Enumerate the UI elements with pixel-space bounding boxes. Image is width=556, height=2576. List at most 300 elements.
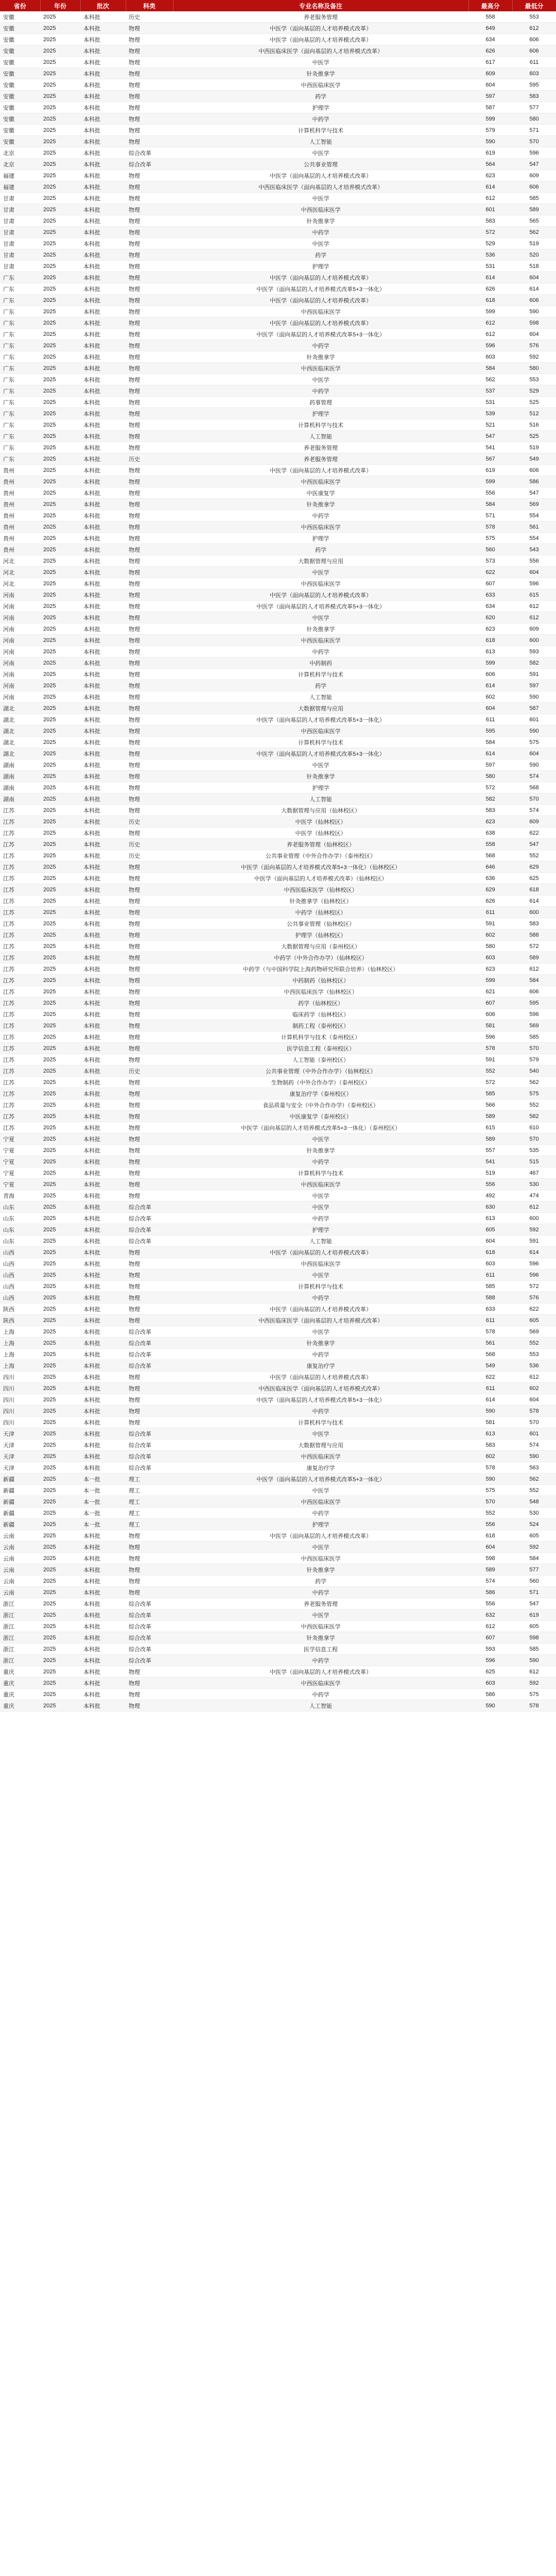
cell-major: 中医学（面向基层的人才培养模式改革5+3一体化）（泰州校区） <box>173 1122 468 1133</box>
cell-province: 江苏 <box>0 986 40 997</box>
cell-major: 中医学 <box>173 1541 468 1553</box>
cell-lowest-score: 596 <box>512 147 556 159</box>
table-row <box>0 11 556 23</box>
cell-major: 药学 <box>173 1575 468 1587</box>
cell-province: 云南 <box>0 1564 40 1575</box>
cell-batch: 本科批 <box>80 1111 126 1122</box>
cell-lowest-score: 589 <box>512 952 556 963</box>
cell-lowest-score: 540 <box>512 1065 556 1077</box>
cell-subject-type: 物理 <box>126 544 173 555</box>
cell-year: 2025 <box>40 374 80 385</box>
cell-batch: 本一批 <box>80 1485 126 1496</box>
cell-subject-type: 物理 <box>126 1133 173 1145</box>
table-row <box>0 1337 556 1349</box>
cell-province: 重庆 <box>0 1689 40 1700</box>
cell-highest-score: 591 <box>468 1054 512 1065</box>
cell-major: 中西医临床医学 <box>173 521 468 533</box>
cell-year: 2025 <box>40 57 80 68</box>
cell-batch: 本科批 <box>80 317 126 329</box>
cell-highest-score: 541 <box>468 442 512 453</box>
cell-subject-type: 物理 <box>126 975 173 986</box>
cell-lowest-score: 591 <box>512 669 556 680</box>
cell-subject-type: 物理 <box>126 125 173 136</box>
cell-highest-score: 593 <box>468 1643 512 1655</box>
cell-batch: 本科批 <box>80 385 126 397</box>
cell-lowest-score: 597 <box>512 680 556 691</box>
cell-province: 湖北 <box>0 748 40 759</box>
cell-subject-type: 历史 <box>126 816 173 827</box>
table-row <box>0 1360 556 1371</box>
cell-highest-score: 618 <box>468 1247 512 1258</box>
cell-subject-type: 物理 <box>126 1530 173 1541</box>
cell-major: 计算机科学与技术 <box>173 1417 468 1428</box>
cell-province: 浙江 <box>0 1598 40 1609</box>
cell-highest-score: 636 <box>468 873 512 884</box>
table-row <box>0 1564 556 1575</box>
cell-subject-type: 物理 <box>126 669 173 680</box>
table-row <box>0 669 556 680</box>
cell-batch: 本科批 <box>80 68 126 79</box>
cell-lowest-score: 562 <box>512 1473 556 1485</box>
cell-lowest-score: 547 <box>512 839 556 850</box>
cell-highest-score: 568 <box>468 1349 512 1360</box>
cell-year: 2025 <box>40 317 80 329</box>
cell-lowest-score: 598 <box>512 317 556 329</box>
table-row <box>0 1031 556 1043</box>
cell-major: 中医学（面向基层的人才培养模式改革5+3一体化） <box>173 714 468 725</box>
cell-subject-type: 综合改革 <box>126 159 173 170</box>
cell-year: 2025 <box>40 997 80 1009</box>
cell-batch: 本科批 <box>80 329 126 340</box>
cell-highest-score: 590 <box>468 136 512 147</box>
cell-year: 2025 <box>40 442 80 453</box>
cell-lowest-score: 576 <box>512 340 556 351</box>
table-row <box>0 68 556 79</box>
cell-subject-type: 物理 <box>126 374 173 385</box>
cell-subject-type: 物理 <box>126 57 173 68</box>
table-row <box>0 997 556 1009</box>
header-row <box>0 0 556 11</box>
cell-major: 中医学 <box>173 1190 468 1201</box>
cell-province: 四川 <box>0 1383 40 1394</box>
cell-lowest-score: 590 <box>512 759 556 771</box>
table-row <box>0 159 556 170</box>
cell-subject-type: 物理 <box>126 317 173 329</box>
cell-lowest-score: 547 <box>512 487 556 499</box>
cell-batch: 本科批 <box>80 283 126 295</box>
cell-batch: 本科批 <box>80 567 126 578</box>
table-row <box>0 601 556 612</box>
cell-batch: 本科批 <box>80 941 126 952</box>
cell-year: 2025 <box>40 986 80 997</box>
cell-batch: 本科批 <box>80 963 126 975</box>
cell-major: 人工智能 <box>173 1235 468 1247</box>
table-row <box>0 691 556 703</box>
cell-lowest-score: 605 <box>512 1315 556 1326</box>
cell-year: 2025 <box>40 1247 80 1258</box>
cell-highest-score: 599 <box>468 975 512 986</box>
cell-subject-type: 理工 <box>126 1496 173 1507</box>
cell-province: 甘肃 <box>0 215 40 227</box>
cell-lowest-score: 590 <box>512 1451 556 1462</box>
cell-province: 上海 <box>0 1326 40 1337</box>
cell-year: 2025 <box>40 1643 80 1655</box>
cell-major: 药事管理 <box>173 397 468 408</box>
cell-province: 四川 <box>0 1394 40 1405</box>
cell-lowest-score: 577 <box>512 102 556 113</box>
cell-lowest-score: 547 <box>512 1598 556 1609</box>
table-row <box>0 1530 556 1541</box>
cell-lowest-score: 519 <box>512 238 556 249</box>
cell-batch: 本科批 <box>80 771 126 782</box>
cell-year: 2025 <box>40 1462 80 1473</box>
cell-major: 人工智能 <box>173 793 468 805</box>
cell-highest-score: 589 <box>468 1111 512 1122</box>
cell-province: 贵州 <box>0 476 40 487</box>
cell-subject-type: 历史 <box>126 850 173 861</box>
cell-subject-type: 物理 <box>126 1145 173 1156</box>
cell-province: 甘肃 <box>0 261 40 272</box>
cell-lowest-score: 604 <box>512 272 556 283</box>
cell-subject-type: 物理 <box>126 703 173 714</box>
cell-year: 2025 <box>40 408 80 419</box>
cell-lowest-score: 570 <box>512 136 556 147</box>
cell-highest-score: 622 <box>468 567 512 578</box>
cell-batch: 本科批 <box>80 1541 126 1553</box>
cell-province: 陕西 <box>0 1303 40 1315</box>
cell-highest-score: 601 <box>468 204 512 215</box>
cell-subject-type: 理工 <box>126 1507 173 1519</box>
cell-batch: 本科批 <box>80 1394 126 1405</box>
cell-year: 2025 <box>40 1020 80 1031</box>
cell-lowest-score: 572 <box>512 1281 556 1292</box>
cell-highest-score: 578 <box>468 521 512 533</box>
cell-highest-score: 630 <box>468 1201 512 1213</box>
cell-major: 中医学 <box>173 57 468 68</box>
cell-highest-score: 492 <box>468 1190 512 1201</box>
cell-year: 2025 <box>40 895 80 907</box>
cell-lowest-score: 563 <box>512 1462 556 1473</box>
cell-highest-score: 575 <box>468 1485 512 1496</box>
cell-year: 2025 <box>40 1315 80 1326</box>
cell-subject-type: 物理 <box>126 1122 173 1133</box>
cell-province: 江苏 <box>0 963 40 975</box>
cell-province: 上海 <box>0 1360 40 1371</box>
table-row <box>0 1326 556 1337</box>
cell-province: 湖南 <box>0 759 40 771</box>
cell-province: 福建 <box>0 181 40 193</box>
cell-province: 广东 <box>0 329 40 340</box>
cell-province: 浙江 <box>0 1643 40 1655</box>
cell-subject-type: 物理 <box>126 1700 173 1711</box>
table-row <box>0 1043 556 1054</box>
cell-major: 中医学（面向基层的人才培养模式改革） <box>173 589 468 601</box>
cell-highest-score: 536 <box>468 249 512 261</box>
cell-year: 2025 <box>40 1349 80 1360</box>
cell-province: 山西 <box>0 1258 40 1269</box>
cell-year: 2025 <box>40 748 80 759</box>
table-row <box>0 578 556 589</box>
cell-highest-score: 529 <box>468 238 512 249</box>
cell-major: 中药学 <box>173 385 468 397</box>
cell-highest-score: 626 <box>468 283 512 295</box>
table-row <box>0 521 556 533</box>
cell-highest-score: 634 <box>468 34 512 45</box>
cell-batch: 本科批 <box>80 261 126 272</box>
cell-major: 中药学 <box>173 227 468 238</box>
table-row <box>0 57 556 68</box>
cell-lowest-score: 556 <box>512 555 556 567</box>
cell-lowest-score: 574 <box>512 771 556 782</box>
cell-major: 中医学（面向基层的人才培养模式改革） <box>173 317 468 329</box>
cell-subject-type: 综合改革 <box>126 1598 173 1609</box>
cell-batch: 本科批 <box>80 952 126 963</box>
table-row <box>0 1655 556 1666</box>
cell-subject-type: 物理 <box>126 465 173 476</box>
cell-batch: 本科批 <box>80 1201 126 1213</box>
cell-major: 中医学 <box>173 567 468 578</box>
cell-lowest-score: 602 <box>512 1383 556 1394</box>
cell-year: 2025 <box>40 1428 80 1439</box>
cell-subject-type: 理工 <box>126 1519 173 1530</box>
cell-highest-score: 585 <box>468 1281 512 1292</box>
cell-province: 重庆 <box>0 1666 40 1677</box>
cell-major: 药学 <box>173 249 468 261</box>
cell-lowest-score: 516 <box>512 419 556 431</box>
cell-highest-score: 614 <box>468 181 512 193</box>
table-row <box>0 782 556 793</box>
cell-highest-score: 606 <box>468 1009 512 1020</box>
cell-major: 养老服务管理 <box>173 1598 468 1609</box>
cell-year: 2025 <box>40 1258 80 1269</box>
cell-province: 河南 <box>0 646 40 657</box>
cell-subject-type: 物理 <box>126 363 173 374</box>
cell-lowest-score: 586 <box>512 476 556 487</box>
table-row <box>0 1281 556 1292</box>
cell-batch: 本科批 <box>80 159 126 170</box>
cell-province: 江苏 <box>0 975 40 986</box>
cell-major: 中医学（面向基层的人才培养模式改革） <box>173 1303 468 1315</box>
cell-highest-score: 578 <box>468 1462 512 1473</box>
cell-lowest-score: 592 <box>512 1677 556 1689</box>
cell-highest-score: 623 <box>468 816 512 827</box>
cell-province: 甘肃 <box>0 227 40 238</box>
cell-province: 江苏 <box>0 850 40 861</box>
table-row <box>0 79 556 91</box>
cell-batch: 本科批 <box>80 193 126 204</box>
cell-batch: 本科批 <box>80 782 126 793</box>
cell-batch: 本科批 <box>80 737 126 748</box>
cell-subject-type: 物理 <box>126 1190 173 1201</box>
cell-highest-score: 579 <box>468 125 512 136</box>
cell-highest-score: 596 <box>468 1655 512 1666</box>
table-row <box>0 1677 556 1689</box>
cell-subject-type: 物理 <box>126 113 173 125</box>
cell-major: 中医学 <box>173 238 468 249</box>
table-row <box>0 295 556 306</box>
table-row <box>0 476 556 487</box>
cell-lowest-score: 600 <box>512 1213 556 1224</box>
cell-batch: 本科批 <box>80 1575 126 1587</box>
table-row <box>0 1666 556 1677</box>
cell-highest-score: 599 <box>468 113 512 125</box>
cell-highest-score: 552 <box>468 1065 512 1077</box>
table-row <box>0 465 556 476</box>
cell-subject-type: 物理 <box>126 181 173 193</box>
table-row <box>0 1213 556 1224</box>
cell-highest-score: 599 <box>468 306 512 317</box>
cell-lowest-score: 583 <box>512 918 556 929</box>
cell-province: 江苏 <box>0 997 40 1009</box>
table-row <box>0 1485 556 1496</box>
cell-province: 广东 <box>0 283 40 295</box>
cell-province: 江苏 <box>0 1054 40 1065</box>
cell-subject-type: 物理 <box>126 941 173 952</box>
cell-highest-score: 646 <box>468 861 512 873</box>
table-row <box>0 453 556 465</box>
table-row <box>0 113 556 125</box>
cell-batch: 本科批 <box>80 1337 126 1349</box>
cell-highest-score: 581 <box>468 1020 512 1031</box>
cell-province: 江苏 <box>0 1020 40 1031</box>
cell-highest-score: 602 <box>468 929 512 941</box>
cell-subject-type: 综合改革 <box>126 1462 173 1473</box>
cell-subject-type: 物理 <box>126 907 173 918</box>
cell-batch: 本科批 <box>80 34 126 45</box>
cell-subject-type: 物理 <box>126 476 173 487</box>
cell-batch: 本科批 <box>80 612 126 623</box>
cell-batch: 本科批 <box>80 465 126 476</box>
cell-batch: 本科批 <box>80 91 126 102</box>
cell-subject-type: 物理 <box>126 68 173 79</box>
cell-major: 临床药学（仙林校区） <box>173 1009 468 1020</box>
header-province: 省份 <box>0 0 40 11</box>
cell-batch: 本科批 <box>80 1643 126 1655</box>
table-row <box>0 816 556 827</box>
cell-lowest-score: 552 <box>512 1099 556 1111</box>
cell-lowest-score: 524 <box>512 1519 556 1530</box>
cell-lowest-score: 553 <box>512 11 556 23</box>
table-row <box>0 1643 556 1655</box>
cell-province: 河北 <box>0 578 40 589</box>
cell-major: 针灸推拿学 <box>173 351 468 363</box>
cell-year: 2025 <box>40 873 80 884</box>
cell-major: 中药学 <box>173 510 468 521</box>
cell-subject-type: 物理 <box>126 782 173 793</box>
cell-year: 2025 <box>40 589 80 601</box>
cell-province: 河南 <box>0 589 40 601</box>
cell-highest-score: 597 <box>468 91 512 102</box>
cell-major: 药学 <box>173 91 468 102</box>
cell-subject-type: 物理 <box>126 533 173 544</box>
cell-batch: 本科批 <box>80 1145 126 1156</box>
table-row <box>0 329 556 340</box>
cell-highest-score: 633 <box>468 1303 512 1315</box>
cell-major: 护理学 <box>173 102 468 113</box>
cell-batch: 本科批 <box>80 1031 126 1043</box>
cell-year: 2025 <box>40 1621 80 1632</box>
cell-year: 2025 <box>40 623 80 635</box>
cell-lowest-score: 589 <box>512 204 556 215</box>
cell-batch: 本科批 <box>80 306 126 317</box>
table-row <box>0 1179 556 1190</box>
cell-highest-score: 625 <box>468 1666 512 1677</box>
cell-lowest-score: 467 <box>512 1167 556 1179</box>
table-row <box>0 442 556 453</box>
cell-province: 贵州 <box>0 499 40 510</box>
cell-year: 2025 <box>40 816 80 827</box>
cell-highest-score: 638 <box>468 827 512 839</box>
cell-highest-score: 604 <box>468 1235 512 1247</box>
cell-province: 安徽 <box>0 113 40 125</box>
table-row <box>0 1088 556 1099</box>
cell-batch: 本科批 <box>80 1281 126 1292</box>
cell-highest-score: 612 <box>468 317 512 329</box>
table-row <box>0 1133 556 1145</box>
cell-year: 2025 <box>40 1632 80 1643</box>
table-row <box>0 351 556 363</box>
cell-batch: 本科批 <box>80 1677 126 1689</box>
cell-lowest-score: 474 <box>512 1190 556 1201</box>
cell-lowest-score: 554 <box>512 533 556 544</box>
header-major: 专业名称及备注 <box>173 0 468 11</box>
cell-batch: 本科批 <box>80 1179 126 1190</box>
cell-major: 护理学 <box>173 782 468 793</box>
cell-province: 山东 <box>0 1213 40 1224</box>
cell-highest-score: 623 <box>468 170 512 181</box>
cell-highest-score: 519 <box>468 1167 512 1179</box>
cell-major: 中西医临床医学（面向基层的人才培养模式改革） <box>173 181 468 193</box>
table-row <box>0 1156 556 1167</box>
cell-major: 中医康复学 <box>173 487 468 499</box>
cell-year: 2025 <box>40 1122 80 1133</box>
cell-subject-type: 物理 <box>126 238 173 249</box>
cell-lowest-score: 560 <box>512 1575 556 1587</box>
cell-province: 湖南 <box>0 771 40 782</box>
table-row <box>0 895 556 907</box>
cell-highest-score: 603 <box>468 1258 512 1269</box>
table-row <box>0 1541 556 1553</box>
cell-lowest-score: 547 <box>512 159 556 170</box>
cell-province: 湖北 <box>0 703 40 714</box>
cell-year: 2025 <box>40 68 80 79</box>
cell-major: 中医学 <box>173 193 468 204</box>
cell-year: 2025 <box>40 102 80 113</box>
table-row <box>0 1247 556 1258</box>
cell-year: 2025 <box>40 476 80 487</box>
cell-subject-type: 物理 <box>126 1088 173 1099</box>
cell-batch: 本科批 <box>80 680 126 691</box>
table-row <box>0 555 556 567</box>
cell-year: 2025 <box>40 351 80 363</box>
cell-batch: 本科批 <box>80 1122 126 1133</box>
cell-lowest-score: 578 <box>512 1405 556 1417</box>
cell-lowest-score: 606 <box>512 465 556 476</box>
cell-year: 2025 <box>40 34 80 45</box>
cell-subject-type: 物理 <box>126 1541 173 1553</box>
cell-major: 针灸推拿学 <box>173 771 468 782</box>
cell-province: 安徽 <box>0 23 40 34</box>
cell-lowest-score: 614 <box>512 1247 556 1258</box>
table-row <box>0 657 556 669</box>
cell-year: 2025 <box>40 1609 80 1621</box>
cell-year: 2025 <box>40 941 80 952</box>
table-row <box>0 487 556 499</box>
table-row <box>0 1020 556 1031</box>
cell-lowest-score: 606 <box>512 45 556 57</box>
cell-lowest-score: 568 <box>512 782 556 793</box>
cell-province: 江苏 <box>0 873 40 884</box>
